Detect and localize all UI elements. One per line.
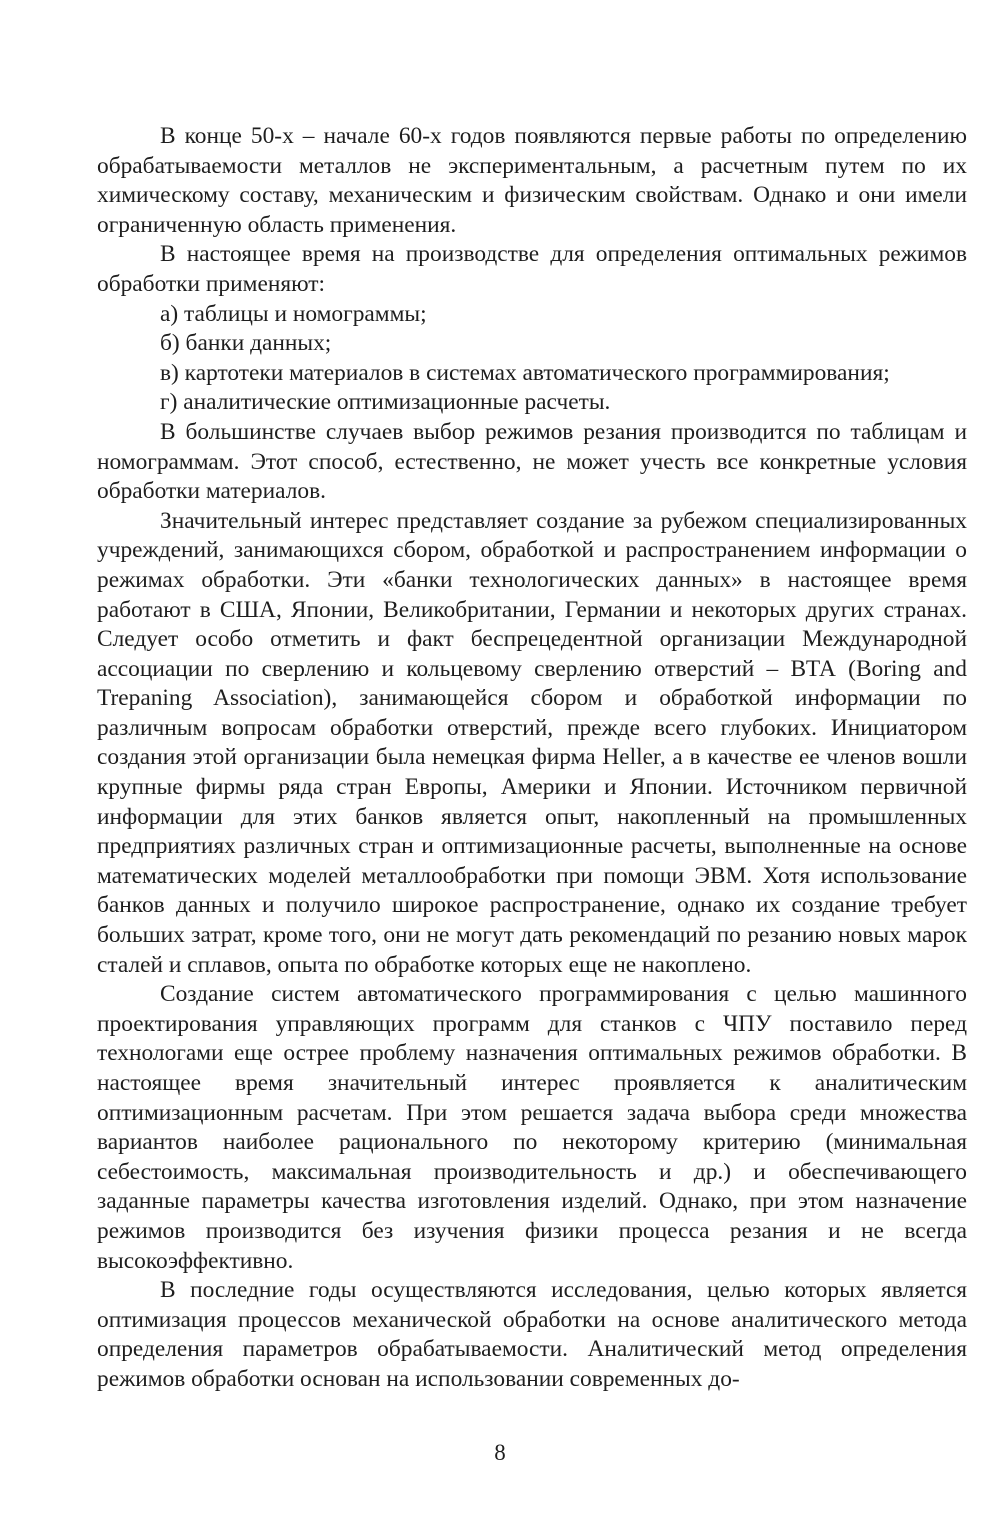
paragraph-cnc: Создание систем автоматического программирования с целью машинного проектирования управляющих программ для станков с ЧПУ поставило перед технологами еще острее проблему назначения оптимальных режимов обработки. В настоящее время значительный интерес проявляется к аналитическим оптимизационным расчетам. При этом решается задача выбора среди множества вариантов наиболее рационального по некоторому критерию (минимальная себестоимость, максимальная производительность и др.) и обеспечивающего заданные параметры качества изготовления изделий. Однако, при этом назначение режимов производится без изучения физики процесса резания и не всегда высокоэффективно. <box>97 981 967 1274</box>
list-item-b: б) банки данных; <box>160 330 332 357</box>
paragraph-data-banks: Значительный интерес представляет создание за рубежом специализированных учреждений, занимающихся сбором, обработкой и распространением информации о режимах обработки. Эти «банки технологических данных» в настоящее время работают в США, Японии, Великобритании, Германии и некоторых других странах. Следует особо отметить и факт беспрецедентной организации Международной ассоциации по сверлению и кольцевому сверлению отверстий – ВТА (Boring and Trepaning Association), занимающейся сбором и обработкой информации по различным вопросам обработки отверстий, прежде всего глубоких. Инициатором создания этой организации была немецкая фирма Heller, а в качестве ее членов вошли крупные фирмы ряда стран Европы, Америки и Японии. Источником первичной информации для этих банков является опыт, накопленный на промышленных предприятиях различных стран и оптимизационные расчеты, выполненные на основе математических моделей металлообработки при помощи ЭВМ. Хотя использование банков данных и получило широкое распространение, однако их создание требует больших затрат, кроме того, они не могут дать рекомендаций по резанию новых марок сталей и сплавов, опыта по обработке которых еще не накоплено. <box>97 507 967 978</box>
list-item-a: а) таблицы и номограммы; <box>160 300 427 327</box>
list-item-v: в) картотеки материалов в системах автоматического программирования; <box>160 359 890 386</box>
page-number: 8 <box>494 1440 506 1465</box>
document-body <box>97 122 967 1395</box>
paragraph-methods-intro: В настоящее время на производстве для определения оптимальных режимов обработки применяют: <box>97 241 967 297</box>
paragraph-tables: В большинстве случаев выбор режимов резания производится по таблицам и номограммам. Этот способ, естественно, не может учесть все конкретные условия обработки материалов. <box>97 418 967 505</box>
paragraph-intro: В конце 50-х – начале 60-х годов появляются первые работы по определению обрабатываемости металлов не экспериментальным, а расчетным путем по их химическому составу, механическим и физическим свойствам. Однако и они имели ограниченную область применения. <box>97 123 967 238</box>
paragraph-research: В последние годы осуществляются исследования, целью которых является оптимизация процессов механической обработки на основе аналитического метода определения параметров обрабатываемости. Аналитический метод определения режимов обработки основан на использовании современных до- <box>97 1277 967 1392</box>
list-item-g: г) аналитические оптимизационные расчеты. <box>160 389 611 416</box>
